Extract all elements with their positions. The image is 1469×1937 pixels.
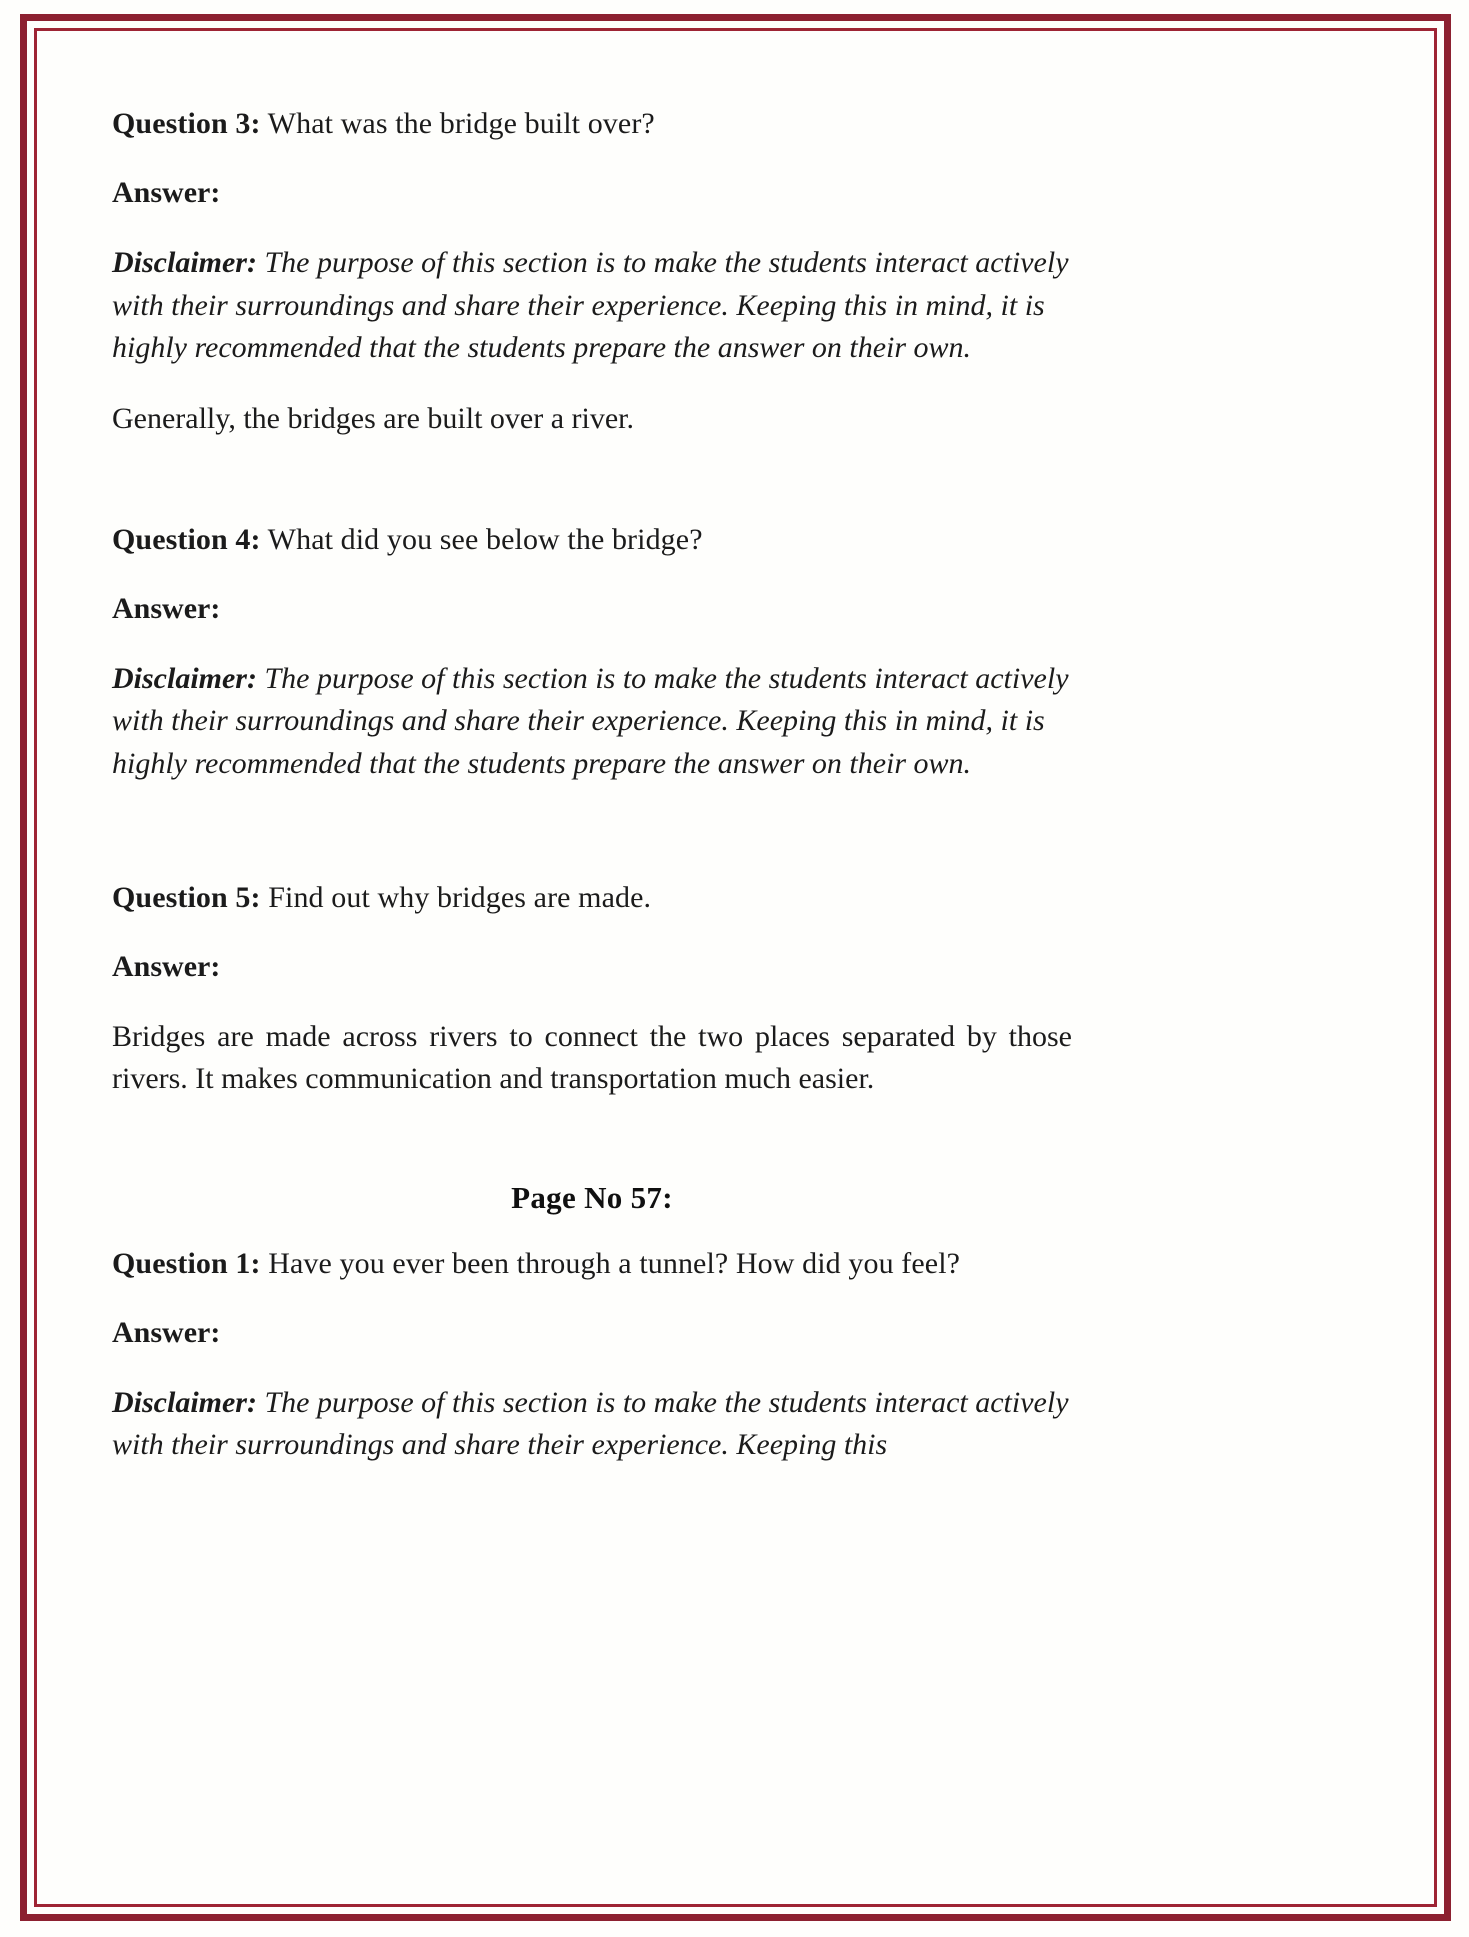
page57-question-1-label: Question 1: <box>112 1246 261 1280</box>
disclaimer-text: The purpose of this section is to make the students interact actively with their surroundings and share their experience. Keeping this in mind, it is highly recommended that the students prepare the answer on their own. <box>112 661 1069 780</box>
disclaimer-label: Disclaimer: <box>112 246 257 279</box>
question-4-disclaimer <box>112 658 1092 786</box>
question-3-answer-body: Generally, the bridges are built over a river. <box>112 401 635 435</box>
page-number-heading: Page No 57: <box>511 1179 673 1215</box>
section-spacer <box>112 814 1096 878</box>
section-spacer <box>112 468 1096 520</box>
document-content <box>112 104 1096 1495</box>
question-3-label: Question 3: <box>112 107 261 140</box>
question-4-answer-label: Answer: <box>112 591 221 625</box>
page57-question-1-disclaimer <box>112 1382 1092 1467</box>
disclaimer-label: Disclaimer: <box>112 661 257 695</box>
section-spacer <box>112 1128 1096 1180</box>
question-3-disclaimer <box>112 242 1092 370</box>
question-5-text: Find out why bridges are made. <box>260 880 652 914</box>
page57-question-1-answer-label: Answer: <box>112 1315 221 1349</box>
question-4-heading <box>112 520 1096 559</box>
question-3-heading <box>112 104 1096 143</box>
disclaimer-label: Disclaimer: <box>112 1385 257 1419</box>
question-5-label: Question 5: <box>112 880 261 914</box>
disclaimer-text: The purpose of this section is to make the students interact actively with their surroundings and share their experience. Keeping this <box>112 1385 1069 1462</box>
question-5-answer-label: Answer: <box>112 949 221 983</box>
question-5-heading <box>112 878 1096 917</box>
disclaimer-text: The purpose of this section is to make the students interact actively with their surroundings and share their experience. Keeping this in mind, it is highly recommended that the students prepare the answer on their own. <box>112 246 1069 365</box>
question-4-label: Question 4: <box>112 522 261 556</box>
question-5-answer-body: Bridges are made across rivers to connect the two places separated by those rivers. It makes communication and transportation much easier. <box>112 1019 1072 1095</box>
page57-question-1-text: Have you ever been through a tunnel? How did you feel? <box>260 1246 961 1280</box>
page57-question-1-heading <box>112 1244 1096 1283</box>
question-3-answer-label: Answer: <box>112 176 221 209</box>
question-4-text: What did you see below the bridge? <box>260 522 703 556</box>
question-3-text: What was the bridge built over? <box>260 107 655 140</box>
